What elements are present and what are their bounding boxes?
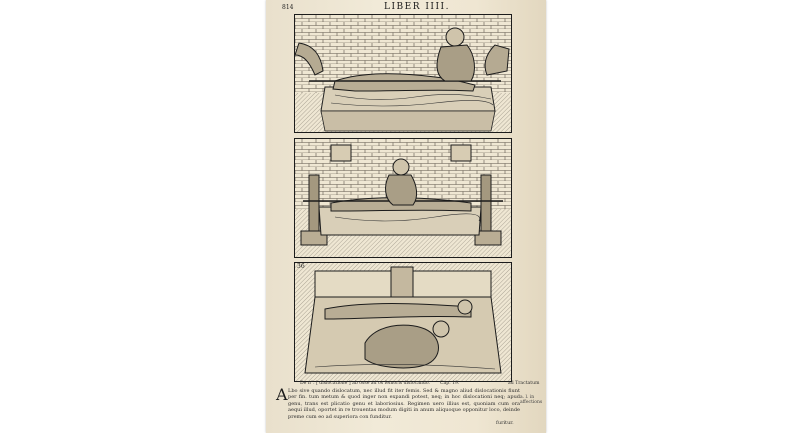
caption-chapter: Cap. 19.: [440, 381, 460, 386]
plate-number: 36: [297, 263, 305, 270]
body-paragraph: Lbo sive quando dislocatum, nec illud fit iter femis. Sed & magno aliud dislocationis fiunt per fin. tum metum & quod inger non expandi potest, neq; in hoc dislocationi neq; apud genu, trans est plicatio genu et laboriosius. Regimen uero illius est, quoniam cum ora aequi illud, oportet in re trouentas modum digiti in anum aliquoque opponitur loco, deinde preme cum eo ad superiora con funditur.: [288, 388, 520, 420]
woodcut-illustration-2: [295, 139, 511, 257]
caption-marginal: ad Tractatum: [508, 381, 540, 386]
drop-cap: A: [276, 385, 288, 404]
woodcut-plate-3: [294, 262, 512, 382]
catchword: furitur.: [496, 420, 514, 426]
woodcut-plate-1: [294, 14, 512, 133]
marginal-note: a. l. in affections: [520, 395, 543, 405]
woodcut-illustration-1: [295, 15, 511, 132]
running-head: LIBER IIII.: [384, 2, 450, 12]
caption-title: De n°. [ dislocatione ] ab osse ad os femoris dislocando.: [300, 381, 430, 386]
folio-number: 814: [282, 4, 294, 11]
woodcut-plate-2: [294, 138, 512, 258]
woodcut-illustration-3: [295, 263, 511, 381]
